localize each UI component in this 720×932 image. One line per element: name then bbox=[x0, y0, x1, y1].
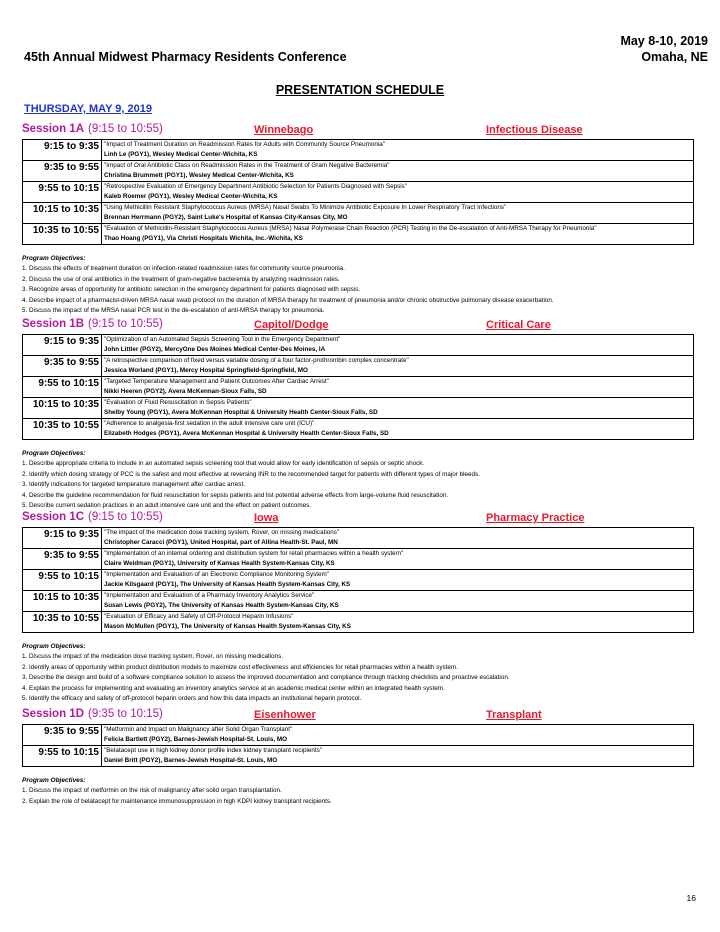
presentation-time: 10:35 to 10:55 bbox=[23, 419, 102, 439]
presentation-table bbox=[22, 724, 694, 767]
presentation-body bbox=[102, 570, 694, 590]
presentation-table bbox=[22, 527, 694, 633]
objective-item: 2. Identify areas of opportunity within product distribution models to maximize cost effectiveness and efficiencies for retail pharmacies within a health system. bbox=[22, 663, 458, 671]
presentation-body bbox=[102, 161, 694, 181]
presentation-title: "Belatacept use in high kidney donor profile index kidney transplant recipients" bbox=[104, 747, 322, 754]
objective-item: 4. Describe impact of a pharmacist-driven MRSA nasal swab protocol on the duration of MRSA therapy for treatment of pneumonia and/or chronic obstructive pulmonary disease exacerbation. bbox=[22, 296, 554, 304]
presentation-row bbox=[23, 725, 694, 746]
date-text: May 8-10, 2019 bbox=[620, 34, 708, 48]
presentation-body bbox=[102, 335, 694, 355]
objective-item: 5. Identify the efficacy and safety of off-protocol heparin orders and how this data impacts an institutional heparin protocol. bbox=[22, 695, 362, 702]
presenter-name: Linh Le (PGY1), Wesley Medical Center-Wichita, KS bbox=[104, 151, 258, 158]
presentation-title: "Implementation of an internal ordering and distribution system for retail pharmacies within a health system" bbox=[104, 550, 404, 557]
session-track: Pharmacy Practice bbox=[486, 512, 585, 524]
presenter-name: Elizabeth Hodges (PGY1), Avera McKennan Hospital & University Health Center-Sioux Falls, SD bbox=[104, 430, 389, 437]
presentation-body bbox=[102, 203, 694, 223]
session-id: Session 1D bbox=[22, 708, 84, 720]
presentation-body bbox=[102, 746, 694, 766]
presenter-name: Claire Weidman (PGY1), University of Kansas Health System-Kansas City, KS bbox=[104, 560, 335, 567]
session-block bbox=[22, 708, 694, 807]
presentation-body bbox=[102, 356, 694, 376]
presentation-time: 10:35 to 10:55 bbox=[23, 612, 102, 632]
presentation-body bbox=[102, 612, 694, 632]
presenter-name: Brennan Herrmann (PGY2), Saint Luke's Hospital of Kansas City-Kansas City, MO bbox=[104, 214, 348, 221]
presentation-row bbox=[23, 746, 694, 767]
conference-name: 45th Annual Midwest Pharmacy Residents Conference bbox=[24, 50, 347, 64]
presenter-name: Thao Hoang (PGY1), Via Christi Hospitals Wichita, Inc.-Wichita, KS bbox=[104, 235, 303, 242]
session-time: (9:15 to 10:55) bbox=[88, 511, 163, 523]
session-room: Winnebago bbox=[254, 124, 314, 136]
presentation-row bbox=[23, 398, 694, 419]
session-label bbox=[22, 318, 163, 330]
session-header bbox=[22, 123, 694, 138]
location-text: Omaha, NE bbox=[641, 50, 708, 64]
objective-item: 2. Explain the role of belatacept for maintenance immunosuppression in high KDPI kidney transplant recipients. bbox=[22, 797, 332, 805]
session-id: Session 1A bbox=[22, 123, 84, 135]
session-header bbox=[22, 318, 694, 333]
presentation-title: "Adherence to analgesia-first sedation in the adult intensive care unit (ICU)" bbox=[104, 420, 315, 427]
presentation-title: "Implementation and Evaluation of a Pharmacy Inventory Analytics Service" bbox=[104, 592, 315, 599]
presentation-body bbox=[102, 591, 694, 611]
session-label bbox=[22, 708, 163, 720]
presentation-title: "Impact of Oral Antibiotic Class on Readmission Rates in the Treatment of Gram Negative Bacteremia" bbox=[104, 162, 390, 169]
presentation-time: 9:55 to 10:15 bbox=[23, 182, 102, 202]
session-id: Session 1B bbox=[22, 318, 84, 330]
presentation-title: "A retrospective comparison of fixed versus variable dosing of a four factor-prothrombin complex concentrate" bbox=[104, 357, 409, 364]
presentation-title: "Using Methicillin Resistant Staphylococcus Aureus (MRSA) Nasal Swabs To Minimize Antibiotic Exposure In Lower Respiratory Tract Infections" bbox=[104, 204, 507, 211]
objective-item: 3. Describe the design and build of a software compliance solution to assess the improved documentation and compliance through tracking checklists and proactive escalation. bbox=[22, 674, 510, 681]
presentation-row bbox=[23, 528, 694, 549]
objectives-heading: Program Objectives: bbox=[22, 777, 86, 784]
presentation-row bbox=[23, 570, 694, 591]
presentation-title: "Evaluation of Fluid Resuscitation in Sepsis Patients" bbox=[104, 399, 252, 406]
presentation-time: 10:15 to 10:35 bbox=[23, 591, 102, 611]
presentation-row bbox=[23, 161, 694, 182]
session-label bbox=[22, 123, 163, 135]
objectives-heading: Program Objectives: bbox=[22, 643, 86, 650]
objective-item: 1. Describe appropriate criteria to include in an automated sepsis screening tool that would allow for early identification of sepsis or septic shock. bbox=[22, 460, 425, 467]
session-room: Iowa bbox=[254, 512, 279, 524]
session-id: Session 1C bbox=[22, 511, 84, 523]
presentation-body bbox=[102, 419, 694, 439]
page-number: 16 bbox=[686, 893, 696, 903]
objectives-heading: Program Objectives: bbox=[22, 255, 86, 262]
presentation-time: 9:55 to 10:15 bbox=[23, 377, 102, 397]
objective-item: 1. Discuss the impact of metformin on the risk of malignancy after solid organ transplantation. bbox=[22, 787, 282, 794]
presentation-body bbox=[102, 224, 694, 244]
session-time: (9:15 to 10:55) bbox=[88, 318, 163, 330]
objective-item: 1. Discuss the impact of the medication dose tracking system, Rover, on missing medications. bbox=[22, 653, 284, 660]
presentation-table bbox=[22, 334, 694, 440]
session-block bbox=[22, 511, 694, 705]
presentation-row bbox=[23, 377, 694, 398]
session-time: (9:35 to 10:15) bbox=[88, 708, 163, 720]
presenter-name: Mason McMullen (PGY1), The University of Kansas Health System-Kansas City, KS bbox=[104, 623, 351, 630]
presentation-title: "Optimization of an Automated Sepsis Screening Tool in the Emergency Department" bbox=[104, 336, 341, 343]
presentation-row bbox=[23, 335, 694, 356]
session-header bbox=[22, 511, 694, 526]
objective-item: 5. Describe current sedation practices in an adult intensive care unit and the effect on patient outcomes. bbox=[22, 502, 312, 509]
presenter-name: Susan Lewis (PGY2), The University of Kansas Health System-Kansas City, KS bbox=[104, 602, 339, 609]
session-header bbox=[22, 708, 694, 723]
presentation-body bbox=[102, 549, 694, 569]
presenter-name: Jessica Worland (PGY1), Mercy Hospital Springfield-Springfield, MO bbox=[104, 367, 308, 374]
presentation-body bbox=[102, 377, 694, 397]
objectives-heading: Program Objectives: bbox=[22, 450, 86, 457]
session-track: Transplant bbox=[486, 709, 542, 721]
presentation-table bbox=[22, 139, 694, 245]
presenter-name: Shelby Young (PGY1), Avera McKennan Hospital & University Health Center-Sioux Falls, SD bbox=[104, 409, 378, 416]
presentation-body bbox=[102, 140, 694, 160]
presenter-name: Kaleb Roemer (PGY1), Wesley Medical Center-Wichita, KS bbox=[104, 193, 278, 200]
objective-item: 5. Discuss the impact of the MRSA nasal PCR test in the de-escalation of anti-MRSA therapy for pneumonia. bbox=[22, 307, 325, 314]
presentation-time: 9:55 to 10:15 bbox=[23, 570, 102, 590]
presentation-row bbox=[23, 549, 694, 570]
presentation-time: 9:35 to 9:55 bbox=[23, 549, 102, 569]
presentation-row bbox=[23, 140, 694, 161]
objective-item: 1. Discuss the effects of treatment duration on infection-related readmission rates for community source pneumonia. bbox=[22, 265, 345, 272]
presentation-time: 10:15 to 10:35 bbox=[23, 398, 102, 418]
presentation-title: "Targeted Temperature Management and Patient Outcomes After Cardiac Arrest" bbox=[104, 378, 329, 385]
program-objectives bbox=[22, 775, 694, 807]
presentation-time: 9:15 to 9:35 bbox=[23, 140, 102, 160]
presentation-time: 10:15 to 10:35 bbox=[23, 203, 102, 223]
session-room: Capitol/Dodge bbox=[254, 319, 329, 331]
presenter-name: John Littler (PGY2), MercyOne Des Moines Medical Center-Des Moines, IA bbox=[104, 346, 326, 353]
session-track: Critical Care bbox=[486, 319, 551, 331]
presentation-title: "Retrospective Evaluation of Emergency Department Antibiotic Selection for Patients Diagnosed with Sepsis" bbox=[104, 183, 408, 190]
presentation-row bbox=[23, 419, 694, 440]
presenter-name: Christina Brummett (PGY1), Wesley Medical Center-Wichita, KS bbox=[104, 172, 294, 179]
program-objectives bbox=[22, 641, 694, 705]
presentation-row bbox=[23, 203, 694, 224]
presenter-name: Jackie Kilsgaard (PGY1), The University of Kansas Health System-Kansas City, KS bbox=[104, 581, 351, 588]
presentation-time: 9:35 to 9:55 bbox=[23, 161, 102, 181]
presentation-time: 9:15 to 9:35 bbox=[23, 335, 102, 355]
page-title: PRESENTATION SCHEDULE bbox=[275, 83, 445, 97]
presentation-body bbox=[102, 398, 694, 418]
objective-item: 4. Describe the guideline recommendation for fluid resuscitation for sepsis patients and list potential adverse effects from large-volume fluid resuscitation. bbox=[22, 491, 449, 499]
session-label bbox=[22, 511, 163, 523]
presentation-row bbox=[23, 182, 694, 203]
session-room: Eisenhower bbox=[254, 709, 316, 721]
presenter-name: Daniel Britt (PGY2), Barnes-Jewish Hospital-St. Louis, MO bbox=[104, 757, 278, 764]
presentation-title: "Evaluation of Efficacy and Safety of Off-Protocol Heparin Infusions" bbox=[104, 613, 294, 620]
presentation-title: "Metformin and Impact on Malignancy after Solid Organ Transplant" bbox=[104, 726, 293, 733]
conference-dates bbox=[620, 33, 708, 65]
presentation-title: "Evaluation of Methicillin-Resistant Staphylococcus Aureus (MRSA) Nasal Polymerase Chain Reaction (PCR) Testing in the De-escalation of Anti-MRSA Therapy for Pneumonia" bbox=[104, 225, 597, 232]
presentation-row bbox=[23, 612, 694, 633]
presentation-body bbox=[102, 182, 694, 202]
presentation-body bbox=[102, 528, 694, 548]
presenter-name: Christopher Caracci (PGY1), United Hospital, part of Allina Health-St. Paul, MN bbox=[104, 539, 338, 546]
presentation-time: 9:55 to 10:15 bbox=[23, 746, 102, 766]
program-objectives bbox=[22, 448, 694, 512]
presentation-row bbox=[23, 356, 694, 377]
objective-item: 3. Recognize areas of opportunity for antibiotic selection in the emergency department for patients diagnosed with sepsis. bbox=[22, 286, 361, 293]
session-block bbox=[22, 123, 694, 317]
day-heading: THURSDAY, MAY 9, 2019 bbox=[24, 103, 152, 115]
presenter-name: Felicia Bartlett (PGY2), Barnes-Jewish Hospital-St. Louis, MO bbox=[104, 736, 287, 743]
session-track: Infectious Disease bbox=[486, 124, 583, 136]
presentation-row bbox=[23, 224, 694, 245]
presentation-title: "The impact of the medication dose tracking system, Rover, on missing medications" bbox=[104, 529, 340, 536]
objective-item: 2. Discuss the use of oral antibiotics in the treatment of gram-negative bacteremia by analyzing readmission rates. bbox=[22, 275, 340, 283]
objective-item: 4. Explain the process for implementing and evaluating an inventory analytics service at an academic medical center within an integrated health system. bbox=[22, 684, 445, 692]
session-time: (9:15 to 10:55) bbox=[88, 123, 163, 135]
presentation-row bbox=[23, 591, 694, 612]
objective-item: 2. Identify which dosing strategy of PCC is the safest and most effective at reversing INR to the recommended target for patients with different types of major bleeds. bbox=[22, 470, 480, 478]
presentation-time: 9:35 to 9:55 bbox=[23, 356, 102, 376]
presentation-time: 9:15 to 9:35 bbox=[23, 528, 102, 548]
presentation-time: 9:35 to 9:55 bbox=[23, 725, 102, 745]
presenter-name: Nikki Heeren (PGY2), Avera McKennan-Sioux Falls, SD bbox=[104, 388, 267, 395]
presentation-title: "Implementation and Evaluation of an Electronic Compliance Monitoring System" bbox=[104, 571, 329, 578]
session-block bbox=[22, 318, 694, 512]
program-objectives bbox=[22, 253, 694, 317]
presentation-time: 10:35 to 10:55 bbox=[23, 224, 102, 244]
presentation-body bbox=[102, 725, 694, 745]
objective-item: 3. Identify indications for targeted temperature management after cardiac arrest. bbox=[22, 481, 245, 488]
presentation-title: "Impact of Treatment Duration on Readmission Rates for Adults with Community Source Pneumonia" bbox=[104, 141, 385, 148]
